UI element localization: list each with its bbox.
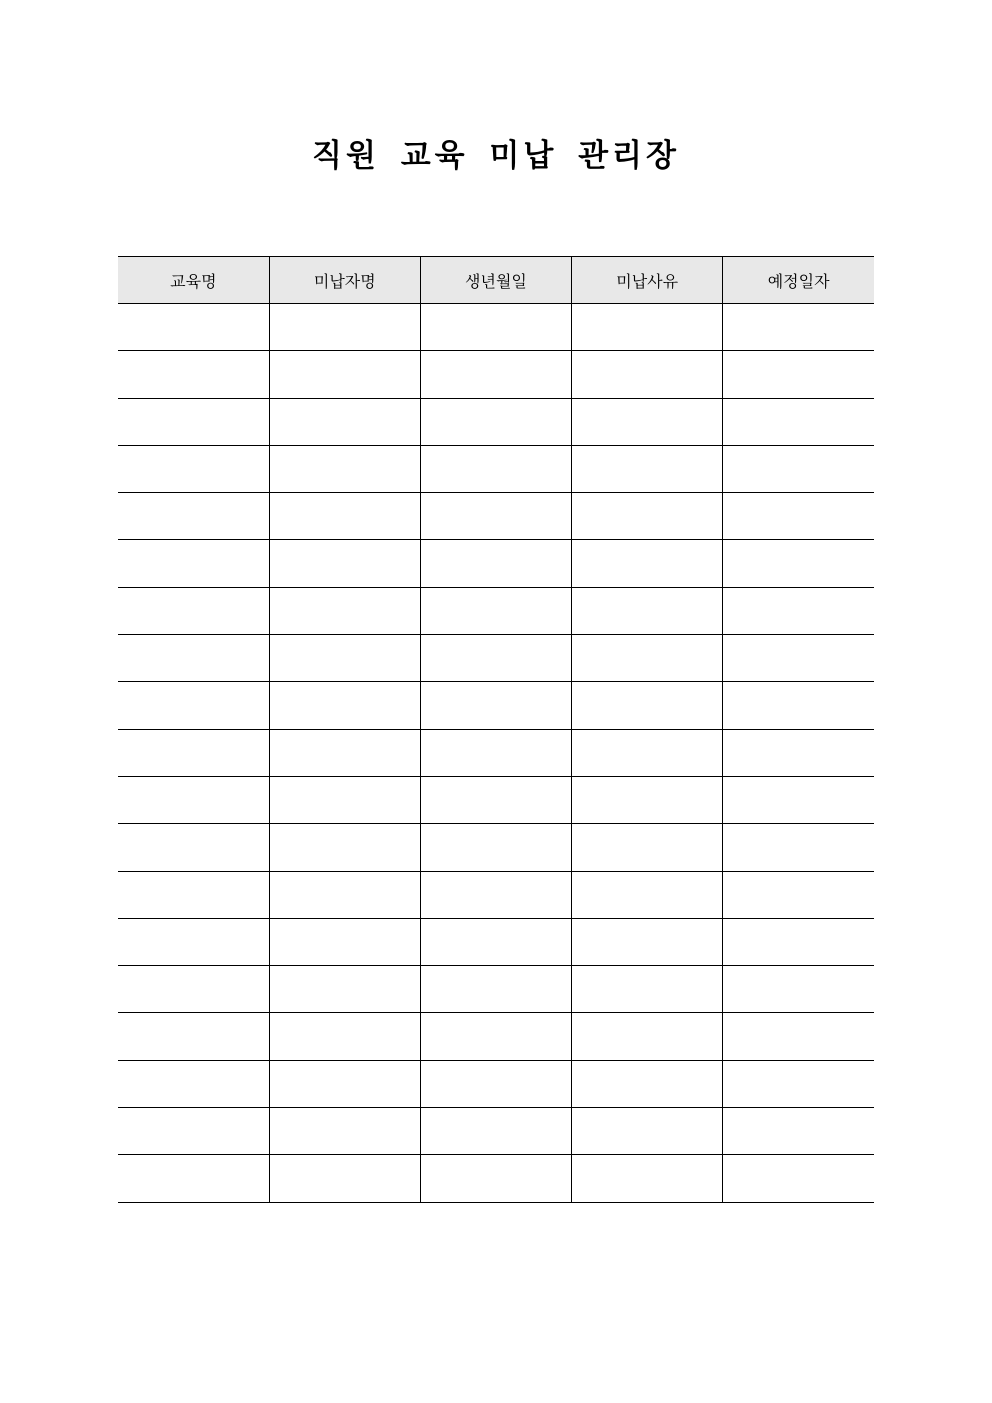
cell-scheduled-date <box>723 351 874 398</box>
header-scheduled-date: 예정일자 <box>723 257 874 304</box>
cell-unpaid-reason <box>572 824 723 871</box>
cell-birth-date <box>420 445 571 492</box>
cell-scheduled-date <box>723 824 874 871</box>
cell-course-name <box>118 493 269 540</box>
cell-unpaid-person-name <box>269 398 420 445</box>
cell-scheduled-date <box>723 682 874 729</box>
cell-course-name <box>118 871 269 918</box>
cell-unpaid-reason <box>572 682 723 729</box>
cell-course-name <box>118 635 269 682</box>
cell-scheduled-date <box>723 635 874 682</box>
cell-course-name <box>118 587 269 634</box>
cell-birth-date <box>420 1060 571 1107</box>
cell-course-name <box>118 966 269 1013</box>
table-row <box>118 776 874 823</box>
cell-birth-date <box>420 304 571 351</box>
cell-unpaid-reason <box>572 871 723 918</box>
cell-scheduled-date <box>723 776 874 823</box>
table-row <box>118 1155 874 1202</box>
cell-unpaid-reason <box>572 540 723 587</box>
cell-unpaid-reason <box>572 587 723 634</box>
cell-birth-date <box>420 918 571 965</box>
cell-scheduled-date <box>723 918 874 965</box>
table-row <box>118 682 874 729</box>
cell-course-name <box>118 398 269 445</box>
cell-scheduled-date <box>723 1060 874 1107</box>
cell-unpaid-reason <box>572 1108 723 1155</box>
cell-scheduled-date <box>723 1013 874 1060</box>
cell-unpaid-person-name <box>269 540 420 587</box>
cell-unpaid-reason <box>572 445 723 492</box>
table-row <box>118 1108 874 1155</box>
cell-birth-date <box>420 351 571 398</box>
cell-scheduled-date <box>723 1155 874 1202</box>
cell-course-name <box>118 1108 269 1155</box>
cell-birth-date <box>420 966 571 1013</box>
cell-unpaid-person-name <box>269 351 420 398</box>
cell-scheduled-date <box>723 966 874 1013</box>
cell-birth-date <box>420 540 571 587</box>
cell-unpaid-person-name <box>269 1155 420 1202</box>
cell-unpaid-reason <box>572 776 723 823</box>
cell-course-name <box>118 540 269 587</box>
table-row <box>118 824 874 871</box>
table-row <box>118 587 874 634</box>
cell-course-name <box>118 682 269 729</box>
page-title: 직원 교육 미납 관리장 <box>312 138 680 174</box>
cell-course-name <box>118 776 269 823</box>
table-row <box>118 540 874 587</box>
table-header <box>118 257 874 304</box>
table-row <box>118 966 874 1013</box>
cell-unpaid-reason <box>572 304 723 351</box>
cell-scheduled-date <box>723 540 874 587</box>
table-row <box>118 871 874 918</box>
cell-scheduled-date <box>723 1108 874 1155</box>
cell-course-name <box>118 445 269 492</box>
cell-unpaid-person-name <box>269 445 420 492</box>
cell-unpaid-reason <box>572 493 723 540</box>
cell-unpaid-person-name <box>269 729 420 776</box>
cell-unpaid-person-name <box>269 493 420 540</box>
cell-unpaid-reason <box>572 351 723 398</box>
table-row <box>118 398 874 445</box>
table-row <box>118 1060 874 1107</box>
cell-unpaid-person-name <box>269 1060 420 1107</box>
cell-unpaid-person-name <box>269 1108 420 1155</box>
cell-course-name <box>118 1013 269 1060</box>
unpaid-education-ledger-table <box>118 256 874 1203</box>
header-unpaid-person-name: 미납자명 <box>269 257 420 304</box>
cell-birth-date <box>420 824 571 871</box>
cell-unpaid-person-name <box>269 918 420 965</box>
cell-course-name <box>118 918 269 965</box>
table-row <box>118 918 874 965</box>
cell-unpaid-reason <box>572 1013 723 1060</box>
cell-birth-date <box>420 776 571 823</box>
cell-unpaid-reason <box>572 966 723 1013</box>
cell-course-name <box>118 351 269 398</box>
cell-unpaid-reason <box>572 918 723 965</box>
table-row <box>118 445 874 492</box>
cell-unpaid-person-name <box>269 587 420 634</box>
cell-unpaid-person-name <box>269 635 420 682</box>
cell-scheduled-date <box>723 304 874 351</box>
cell-birth-date <box>420 1155 571 1202</box>
cell-scheduled-date <box>723 493 874 540</box>
cell-unpaid-reason <box>572 729 723 776</box>
cell-birth-date <box>420 635 571 682</box>
table-row <box>118 729 874 776</box>
header-course-name: 교육명 <box>118 257 269 304</box>
table-row <box>118 493 874 540</box>
cell-scheduled-date <box>723 871 874 918</box>
cell-unpaid-person-name <box>269 304 420 351</box>
header-unpaid-reason: 미납사유 <box>572 257 723 304</box>
cell-course-name <box>118 824 269 871</box>
cell-course-name <box>118 1155 269 1202</box>
cell-birth-date <box>420 587 571 634</box>
cell-scheduled-date <box>723 729 874 776</box>
cell-birth-date <box>420 493 571 540</box>
cell-unpaid-reason <box>572 398 723 445</box>
table-row <box>118 304 874 351</box>
cell-unpaid-reason <box>572 635 723 682</box>
cell-birth-date <box>420 1013 571 1060</box>
cell-unpaid-reason <box>572 1060 723 1107</box>
cell-birth-date <box>420 398 571 445</box>
table-row <box>118 1013 874 1060</box>
cell-scheduled-date <box>723 587 874 634</box>
header-row <box>118 257 874 304</box>
table-body <box>118 304 874 1203</box>
cell-course-name <box>118 1060 269 1107</box>
table-row <box>118 635 874 682</box>
cell-unpaid-person-name <box>269 776 420 823</box>
cell-unpaid-reason <box>572 1155 723 1202</box>
header-birth-date: 생년월일 <box>420 257 571 304</box>
cell-unpaid-person-name <box>269 966 420 1013</box>
table-row <box>118 351 874 398</box>
cell-unpaid-person-name <box>269 871 420 918</box>
cell-unpaid-person-name <box>269 682 420 729</box>
cell-scheduled-date <box>723 445 874 492</box>
cell-unpaid-person-name <box>269 824 420 871</box>
cell-course-name <box>118 304 269 351</box>
cell-birth-date <box>420 729 571 776</box>
cell-course-name <box>118 729 269 776</box>
cell-birth-date <box>420 682 571 729</box>
cell-scheduled-date <box>723 398 874 445</box>
cell-unpaid-person-name <box>269 1013 420 1060</box>
cell-birth-date <box>420 871 571 918</box>
cell-birth-date <box>420 1108 571 1155</box>
